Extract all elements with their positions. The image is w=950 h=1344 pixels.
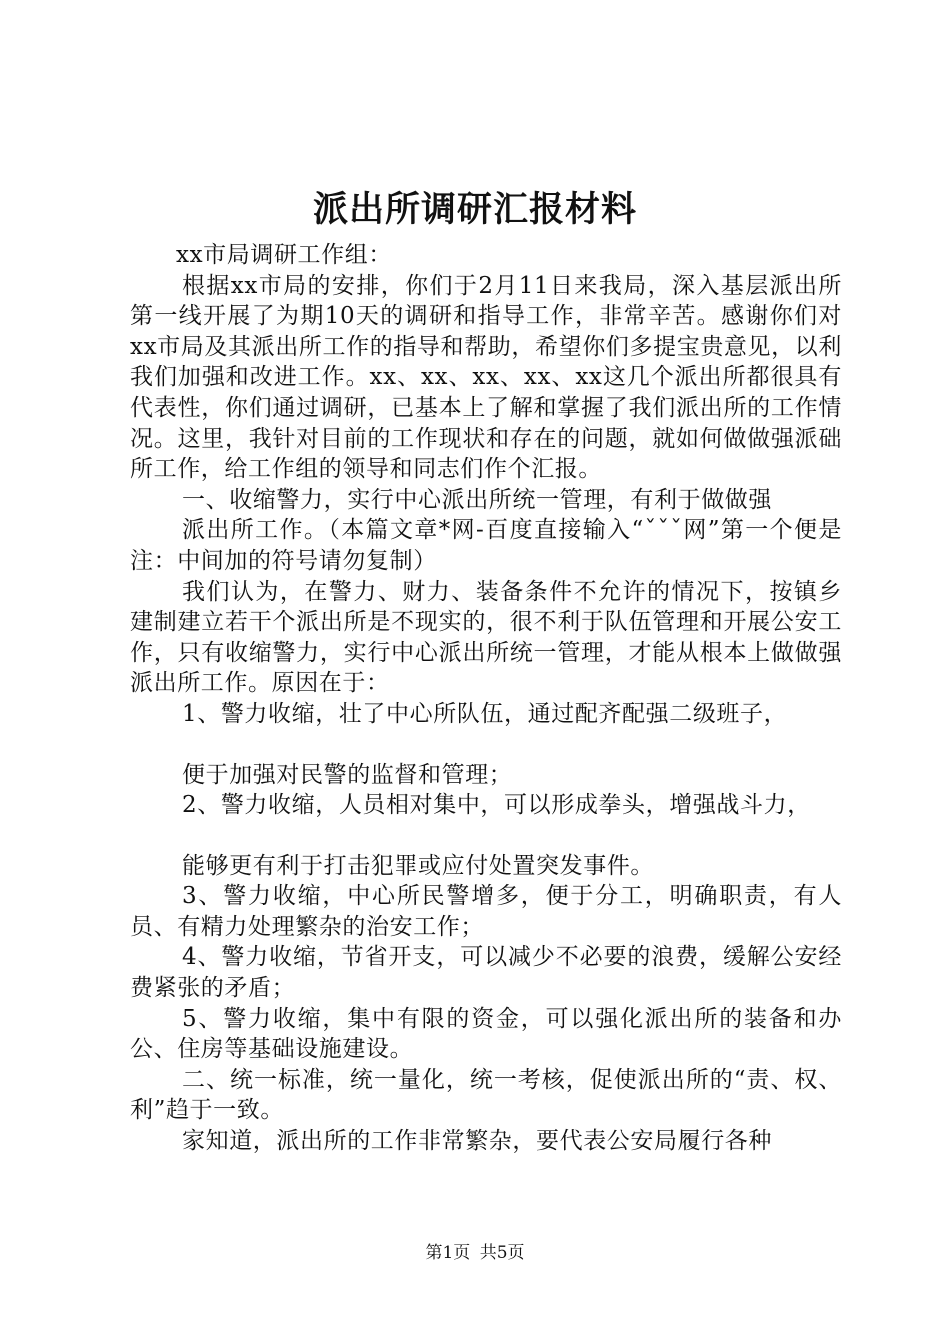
list-item-2: 2、警力收缩，人员相对集中，可以形成拳头，增强战斗力， (182, 792, 811, 819)
page-footer: 第1页 共5页 (425, 1243, 525, 1263)
list-item-5: 5、警力收缩，集中有限的资金，可以强化派出所的装备和办公、住房等基础设施建设。 (130, 1005, 842, 1063)
list-item-1: 1、警力收缩，壮了中心所队伍，通过配齐配强二级班子， (182, 700, 788, 727)
paragraph-reasons: 我们认为，在警力、财力、装备条件不允许的情况下，按镇乡建制建立若干个派出所是不现实的，很不利于队伍管理和开展公安工作，只有收缩警力，实行中心派出所统一管理，才能从根本上做做强派出所工作。原因在于： (130, 578, 842, 697)
paragraph-continuation: 家知道，派出所的工作非常繁杂，要代表公安局履行各种 (182, 1128, 772, 1155)
document-body (130, 240, 842, 1157)
spacer (130, 730, 842, 760)
salutation: xx市局调研工作组： (176, 242, 392, 268)
document-title: 派出所调研汇报材料 (312, 189, 637, 230)
paragraph-intro: 根据xx市局的安排，你们于2月11日来我局，深入基层派出所第一线开展了为期10天的调研和指导工作，非常辛苦。感谢你们对xx市局及其派出所工作的指导和帮助，希望你们多提宝贵意见，以利我们加强和改进工作。xx、xx、xx、xx、xx这几个派出所都很具有代表性，你们通过调研，已基本上了解和掌握了我们派出所的工作情况。这里，我针对目前的工作现状和存在的问题，就如何做做强派础所工作，给工作组的领导和同志们作个汇报。 (130, 272, 842, 483)
section-heading-1: 一、收缩警力，实行中心派出所统一管理，有利于做做强 (182, 486, 772, 513)
list-item-4: 4、警力收缩，节省开支，可以减少不必要的浪费，缓解公安经费紧张的矛盾； (130, 944, 842, 1002)
list-item-1-continued: 便于加强对民警的监督和管理； (182, 761, 513, 788)
section-heading-1-continued: 派出所工作。（本篇文章*网-百度直接输入“ˇˇˇ网”第一个便是注：中间加的符号请勿复制） (130, 517, 842, 574)
list-item-3: 3、警力收缩，中心所民警增多，便于分工，明确职责，有人员、有精力处理繁杂的治安工作； (130, 883, 842, 940)
list-item-2-continued: 能够更有利于打击犯罪或应付处置突发事件。 (182, 852, 654, 879)
section-heading-2: 二、统一标准，统一量化，统一考核，促使派出所的“责、权、利”趋于一致。 (130, 1066, 842, 1124)
spacer (130, 821, 842, 851)
